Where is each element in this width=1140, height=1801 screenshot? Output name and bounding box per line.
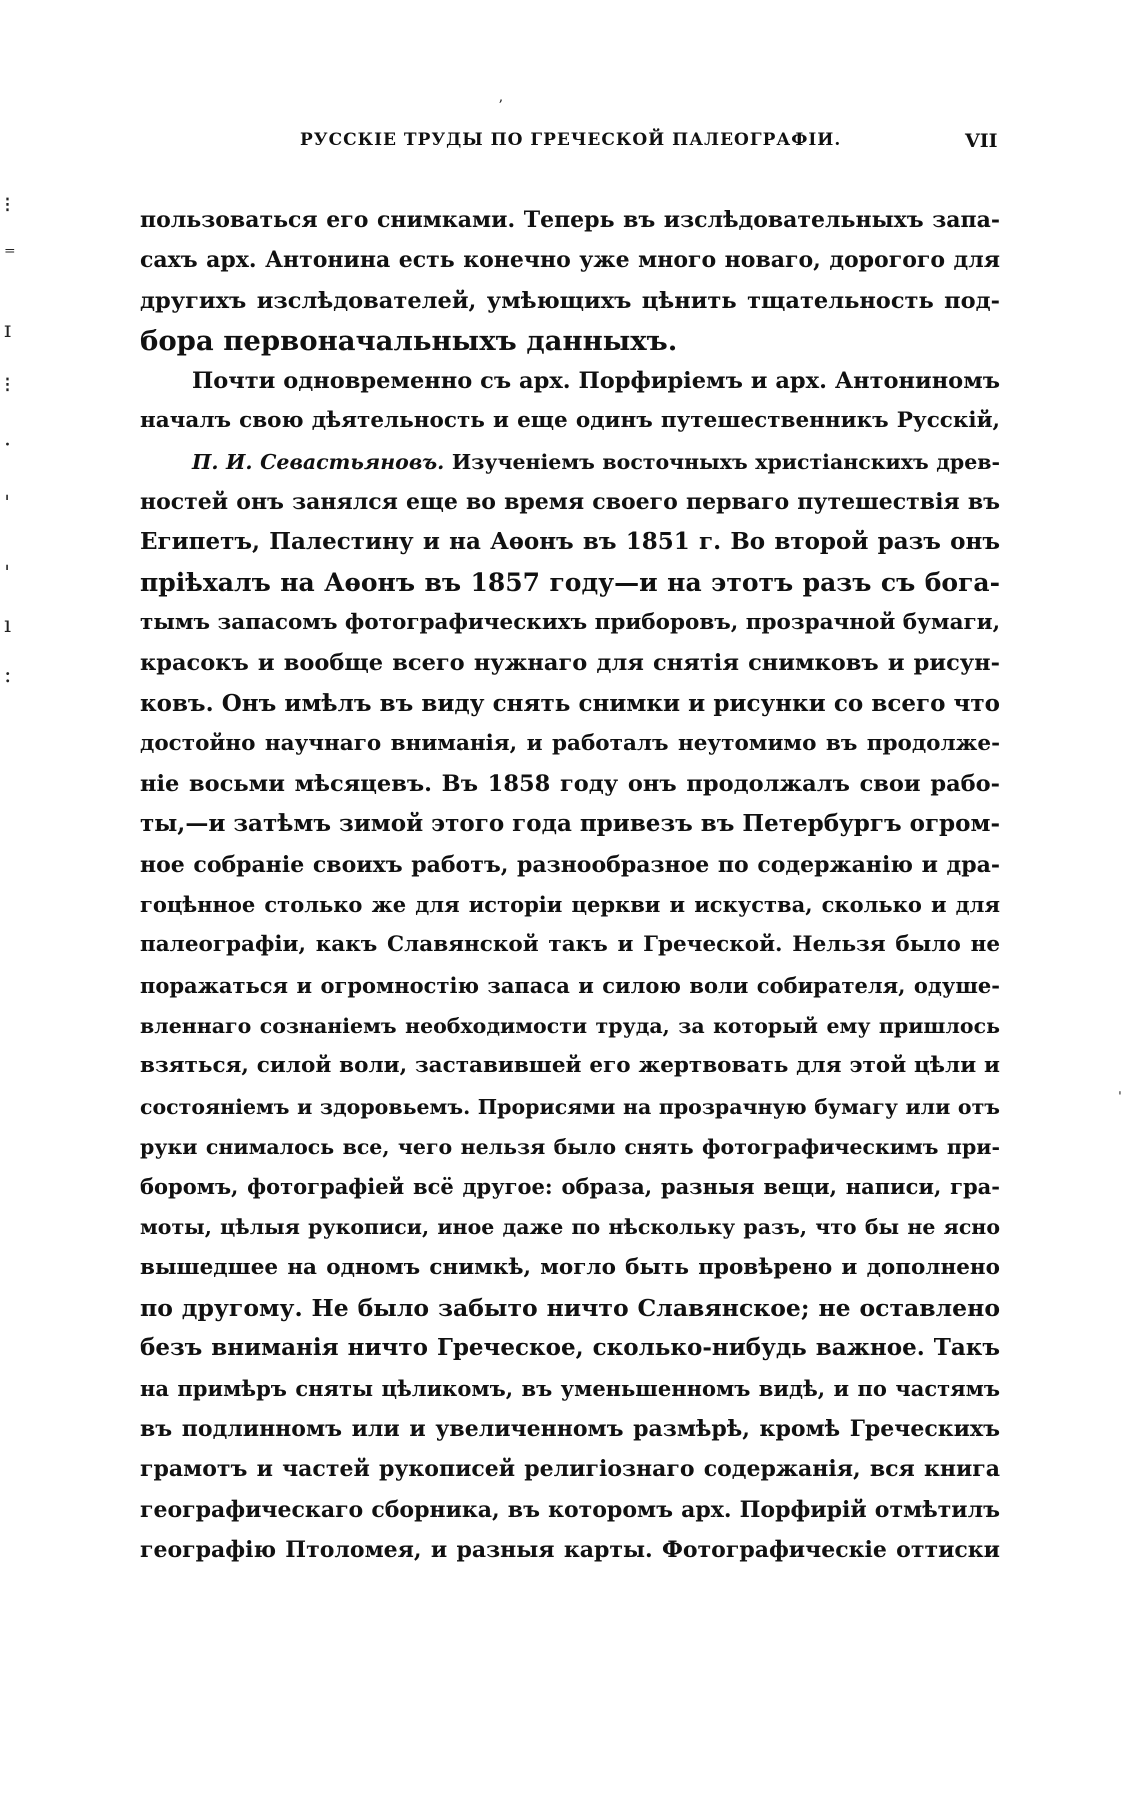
text-line: грамотъ и частей рукописей религіознаго содержанія, вся книга (140, 1456, 1000, 1483)
text-line: географію Птоломея, и разныя карты. Фотографическіе оттиски (140, 1536, 1000, 1563)
text-line: Почти одновременно съ арх. Порфиріемъ и арх. Антониномъ (192, 368, 1000, 395)
text-line: палеографіи, какъ Славянской такъ и Греческой. Нельзя было не (140, 932, 1000, 958)
text-line: ностей онъ занялся еще во время своего перваго путешествія въ (140, 489, 1000, 516)
text-line: по другому. Не было забыто ничто Славянское; не оставлено (140, 1294, 1000, 1323)
text-line: ніе восьми мѣсяцевъ. Въ 1858 году онъ продолжалъ свои рабо- (140, 771, 1000, 798)
text-line: географическаго сборника, въ которомъ арх. Порфирій отмѣтилъ (140, 1496, 1000, 1523)
text-line: ное собраніе своихъ работъ, разнообразное по содержанію и дра- (140, 851, 1000, 878)
text-line: состояніемъ и здоровьемъ. Прорисями на прозрачную бумагу или отъ (140, 1094, 1000, 1119)
text-line: гоцѣнное столько же для исторіи церкви и искуства, сколько и для (140, 892, 1000, 918)
text-line: другихъ изслѣдователей, умѣющихъ цѣнить тщательность под- (140, 287, 1000, 314)
text-line: сахъ арх. Антонина есть конечно уже много новаго, дорогого для (140, 247, 1000, 274)
text-line-rest: Изученіемъ восточныхъ христіанскихъ древ- (451, 449, 1001, 474)
text-line: началъ свою дѣятельность и еще одинъ путешественникъ Русскій, (140, 408, 1000, 434)
text-line: руки снималось все, чего нельзя было снять фотографическимъ при- (140, 1134, 1000, 1159)
text-line: пріѣхалъ на Аѳонъ въ 1857 году—и на этотъ разъ съ бога- (140, 567, 1000, 597)
edge-speck: ˈ (1118, 1090, 1122, 1106)
text-line: на примѣръ сняты цѣликомъ, въ уменьшенномъ видѣ, и по частямъ (140, 1375, 1000, 1401)
italic-name: П. И. Севастьяновъ. (192, 449, 445, 474)
text-line: пользоваться его снимками. Теперь въ изслѣдовательныхъ запа- (140, 207, 1000, 233)
body-text (140, 200, 1000, 1570)
text-line: поражаться и огромностію запаса и силою воли собирателя, одуше- (140, 972, 1000, 998)
text-line: вленнаго сознаніемъ необходимости труда, за который ему пришлось (140, 1013, 1000, 1038)
text-line: красокъ и вообще всего нужнаго для снятія снимковъ и рисун- (140, 650, 1000, 677)
text-line: бора первоначальныхъ данныхъ. (140, 324, 678, 357)
text-line: ты,—и затѣмъ зимой этого года привезъ въ Петербургъ огром- (140, 810, 1000, 838)
running-head: РУССКІЕ ТРУДЫ ПО ГРЕЧЕСКОЙ ПАЛЕОГРАФІИ. (300, 130, 842, 150)
print-speck: ʼ (498, 98, 503, 114)
text-line-with-name (140, 442, 1000, 482)
text-line: безъ вниманія ничто Греческое, сколько-нибудь важное. Такъ (140, 1334, 1000, 1362)
text-line: Египетъ, Палестину и на Аѳонъ въ 1851 г. Во второй разъ онъ (140, 528, 1000, 556)
text-line: въ подлинномъ или и увеличенномъ размѣрѣ, кромѣ Греческихъ (140, 1415, 1000, 1442)
text-line: моты, цѣлыя рукописи, иное даже по нѣскольку разъ, что бы не ясно (140, 1215, 1000, 1240)
text-line: боромъ, фотографіей всё другое: образа, разныя вещи, написи, гра- (140, 1174, 1000, 1200)
text-line: тымъ запасомъ фотографическихъ приборовъ, прозрачной бумаги, (140, 609, 1001, 635)
text-line: взяться, силой воли, заставившей его жертвовать для этой цѣли и (140, 1053, 1000, 1079)
text-line: достойно научнаго вниманія, и работалъ неутомимо въ продолже- (140, 730, 1000, 756)
book-page: ʼ РУССКІЕ ТРУДЫ ПО ГРЕЧЕСКОЙ ПАЛЕОГРАФІИ. VII ⁝ ⁼ ɪ ⁝ · ˈ ˈ ı : ˈ пользоваться его снимками. Теперь въ изслѣдовательныхъ запа- сахъ арх. Антонина есть конечно уже много новаго, дорогого для другихъ изслѣдователей, умѣющихъ цѣнить тщательность под- бора первоначальныхъ данныхъ. Почти одновременно съ арх. Порфиріемъ и арх. Антониномъ началъ свою дѣятельность и еще одинъ путешественникъ Русскій, П. И. Севастьяновъ. Изученіемъ восточныхъ христіанскихъ древ- ностей онъ занялся еще во время своего перваго путешествія въ Египетъ, Палестину и на Аѳонъ въ 1851 г. Во второй разъ онъ пріѣхалъ на Аѳонъ въ 1857 году—и на этотъ разъ съ бога- тымъ запасомъ фотографическихъ приборовъ, прозрачной бумаги, красокъ и вообще всего нужнаго для снятія снимковъ и рисун- ковъ. Онъ имѣлъ въ виду снять снимки и рисунки со всего что достойно научнаго вниманія, и работалъ неутомимо въ продолже- ніе восьми мѣсяцевъ. Въ 1858 году онъ продолжалъ свои рабо- ты,—и затѣмъ зимой этого года привезъ въ Петербургъ огром- ное собраніе своихъ работъ, разнообразное по содержанію и дра- гоцѣнное столько же для исторіи церкви и искуства, сколько и для палеографіи, какъ Славянской такъ и Греческой. Нельзя было не поражаться и огромностію запаса и силою воли собирателя, одуше- вленнаго сознаніемъ необходимости труда, за который ему пришлось взяться, силой воли, заставившей его жертвовать для этой цѣли и состояніемъ и здоровьемъ. Прорисями на прозрачную бумагу или отъ руки снималось все, чего нельзя было снять фотографическимъ при- боромъ, фотографіей всё другое: образа, разныя вещи, написи, гра- моты, цѣлыя рукописи, иное даже по нѣскольку разъ, что бы не ясно вышедшее на одномъ снимкѣ, могло быть провѣрено и дополнено по другому. Не было забыто ничто Славянское; не оставлено безъ вниманія ничто Греческое, сколько-нибудь важное. Такъ на примѣръ сняты цѣликомъ, въ уменьшенномъ видѣ, и по частямъ въ подлинномъ или и увеличенномъ размѣрѣ, кромѣ Греческихъ грамотъ и частей рукописей религіознаго содержанія, вся книга географическаго сборника, въ которомъ арх. Порфирій отмѣтилъ географію Птоломея, и разныя карты. Фотографическіе оттиски (0, 0, 1140, 1801)
text-line: вышедшее на одномъ снимкѣ, могло быть провѣрено и дополнено (140, 1254, 1000, 1280)
page-number: VII (965, 130, 998, 152)
text-line: ковъ. Онъ имѣлъ въ виду снять снимки и рисунки со всего что (140, 689, 1000, 717)
